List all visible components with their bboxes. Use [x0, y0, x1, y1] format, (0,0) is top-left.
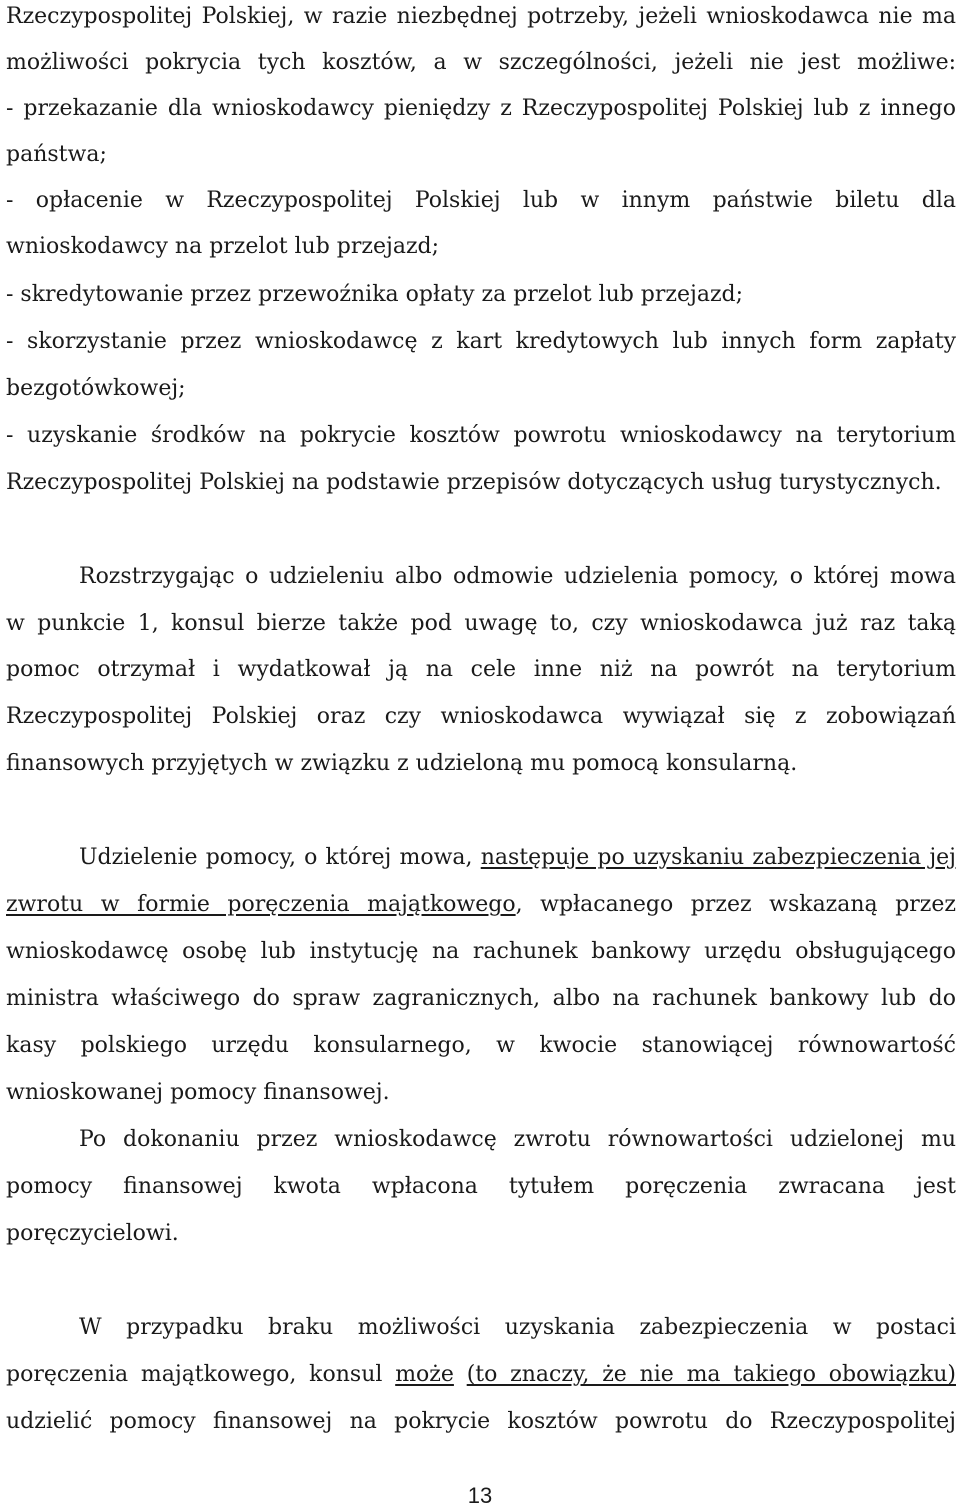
text-line: możliwości pokrycia tych kosztów, a w szczególności, jeżeli nie jest możliwe:	[6, 50, 956, 75]
underlined-text: może	[395, 1362, 454, 1387]
text-run: poręczenia majątkowego, konsul	[6, 1362, 396, 1387]
text-line	[6, 890, 956, 920]
text-line: Po dokonaniu przez wnioskodawcę zwrotu równowartości udzielonej mu	[79, 1127, 956, 1152]
text-line: wnioskowanej pomocy finansowej.	[6, 1080, 390, 1105]
text-run: , wpłacanego przez wskazaną przez	[515, 892, 956, 917]
underlined-text: zwrotu w formie poręczenia majątkowego	[6, 892, 516, 917]
text-line	[6, 1360, 956, 1390]
text-line: - opłacenie w Rzeczypospolitej Polskiej lub w innym państwie biletu dla	[6, 188, 956, 213]
text-line: kasy polskiego urzędu konsularnego, w kwocie stanowiącej równowartość	[6, 1033, 956, 1058]
text-run	[454, 1362, 467, 1387]
text-line: wnioskodawcy na przelot lub przejazd;	[6, 234, 440, 259]
text-line: Rzeczypospolitej Polskiej na podstawie przepisów dotyczących usług turystycznych.	[6, 470, 942, 495]
underlined-text: następuje po uzyskaniu zabezpieczenia jej	[480, 845, 956, 870]
text-line: Rzeczypospolitej Polskiej oraz czy wnioskodawca wywiązał się z zobowiązań	[6, 704, 956, 729]
text-line: finansowych przyjętych w związku z udzieloną mu pomocą konsularną.	[6, 751, 798, 776]
text-run: Udzielenie pomocy, o której mowa,	[79, 845, 481, 870]
text-line: państwa;	[6, 142, 107, 167]
text-line: - uzyskanie środków na pokrycie kosztów powrotu wnioskodawcy na terytorium	[6, 423, 956, 448]
text-line: pomoc otrzymał i wydatkował ją na cele inne niż na powrót na terytorium	[6, 657, 956, 682]
text-line: poręczycielowi.	[6, 1221, 179, 1246]
text-line: ministra właściwego do spraw zagranicznych, albo na rachunek bankowy lub do	[6, 986, 956, 1011]
page-number: 13	[467, 1483, 493, 1508]
text-line	[6, 843, 956, 873]
text-line: - skredytowanie przez przewoźnika opłaty za przelot lub przejazd;	[6, 282, 744, 307]
text-line: pomocy finansowej kwota wpłacona tytułem poręczenia zwracana jest	[6, 1174, 956, 1199]
text-line: - skorzystanie przez wnioskodawcę z kart kredytowych lub innych form zapłaty	[6, 329, 956, 354]
text-line: W przypadku braku możliwości uzyskania zabezpieczenia w postaci	[79, 1315, 956, 1340]
text-line: wnioskodawcę osobę lub instytucję na rachunek bankowy urzędu obsługującego	[6, 939, 956, 964]
text-line: Rzeczypospolitej Polskiej, w razie niezbędnej potrzeby, jeżeli wnioskodawca nie ma	[6, 4, 956, 29]
text-line: bezgotówkowej;	[6, 376, 186, 401]
text-line: Rozstrzygając o udzieleniu albo odmowie udzielenia pomocy, o której mowa	[79, 564, 956, 589]
text-line: udzielić pomocy finansowej na pokrycie kosztów powrotu do Rzeczypospolitej	[6, 1409, 956, 1434]
text-line: - przekazanie dla wnioskodawcy pieniędzy z Rzeczypospolitej Polskiej lub z innego	[6, 96, 956, 121]
underlined-text: (to znaczy, że nie ma takiego obowiązku)	[466, 1362, 956, 1387]
text-line: w punkcie 1, konsul bierze także pod uwagę to, czy wnioskodawca już raz taką	[6, 611, 956, 636]
